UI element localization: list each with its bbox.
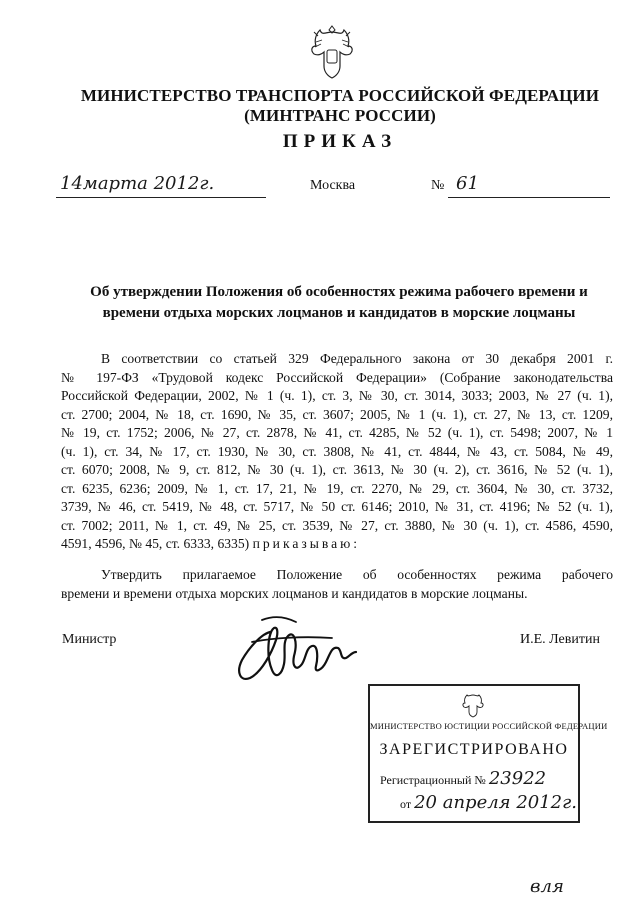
order-city: Москва	[310, 178, 356, 193]
body-line: № 19, ст. 1752; 2006, № 27, ст. 2878, № 41, ст. 4285, № 52 (ч. 1), ст. 5498; 2007, № 1	[61, 425, 613, 440]
document-title	[66, 282, 612, 324]
order-date: 14марта 2012г.	[60, 173, 215, 194]
handwritten-signature	[232, 612, 362, 692]
handwritten-initials: вля	[530, 876, 564, 897]
order-title: ПРИКАЗ	[282, 131, 398, 152]
body-line	[61, 535, 613, 554]
body-line: Российской Федерации, 2002, № 1 (ч. 1), ст. 3, № 30, ст. 3014, 3033; 2003, № 27 (ч. 1),	[61, 388, 613, 403]
ministry-short-name: (МИНТРАНС РОССИИ)	[244, 106, 436, 125]
ministry-name: МИНИСТЕРСТВО ТРАНСПОРТА РОССИЙСКОЙ ФЕДЕРАЦИИ	[80, 86, 600, 105]
body-line: ст. 6235, 6236; 2009, № 1, ст. 17, 21, № 19, ст. 2270, № 29, ст. 3604, № 30, ст. 3732,	[61, 480, 613, 496]
body-line: В соответствии со статьей 329 Федерального закона от 30 декабря 2001 г.	[101, 351, 613, 366]
ministry-header	[60, 86, 620, 126]
resolution-paragraph	[61, 566, 613, 603]
minister-title: Министр	[62, 632, 117, 647]
preamble-paragraph	[61, 350, 613, 554]
document-title-line: Об утверждении Положения об особенностях режима рабочего времени и	[90, 284, 588, 300]
stamp-date-value: 20 апреля 2012г.	[414, 792, 577, 813]
resolution-line: Утвердить прилагаемое Положение об особенностях режима рабочего	[101, 567, 613, 582]
body-line: 3739, № 46, ст. 5419, № 48, ст. 5717, № 50 ст. 6146; 2010, № 31, ст. 4196; № 52 (ч. 1),	[61, 499, 613, 514]
order-date-field	[56, 173, 266, 198]
coat-of-arms-icon	[306, 20, 358, 80]
stamp-registration-value: 23922	[488, 768, 547, 789]
registration-stamp	[368, 684, 608, 823]
decree-word: приказываю:	[252, 536, 361, 551]
resolution-line: времени и времени отдыха морских лоцманов и кандидатов в морские лоцманы.	[61, 585, 528, 601]
body-line: ст. 2700; 2004, № 18, ст. 1690, № 35, ст. 3607; 2005, № 1 (ч. 1), ст. 27, № 13, ст. 1209,	[61, 406, 613, 422]
order-number-field	[448, 173, 610, 198]
stamp-registration-label: Регистрационный №	[380, 773, 486, 787]
body-line: № 197-ФЗ «Трудовой кодекс Российской Федерации» (Собрание законодательства	[61, 369, 613, 385]
stamp-date	[400, 792, 577, 813]
body-line-text: 4591, 4596, № 45, ст. 6333, 6335)	[61, 536, 250, 551]
document-title-line: времени отдыха морских лоцманов и кандидатов в морские лоцманы	[102, 305, 576, 321]
order-number-label: №	[431, 178, 445, 193]
stamp-date-prefix: от	[400, 797, 412, 811]
minister-name: И.Е. Левитин	[520, 632, 600, 647]
stamp-ministry-name: МИНИСТЕРСТВО ЮСТИЦИИ РОССИЙСКОЙ ФЕДЕРАЦИИ	[370, 721, 608, 731]
body-line: ст. 6070; 2008, № 9, ст. 812, № 30 (ч. 1), ст. 3613, № 30 (ч. 2), ст. 3616, № 52 (ч. 1),	[61, 462, 613, 477]
order-number: 61	[456, 173, 479, 194]
stamp-registration-number	[380, 768, 546, 789]
body-line: ст. 7002; 2011, № 1, ст. 49, № 25, ст. 3539, № 27, ст. 3880, № 30 (ч. 1), ст. 4586, 4590,	[61, 517, 613, 533]
stamp-registered-label: ЗАРЕГИСТРИРОВАНО	[379, 741, 569, 758]
stamp-emblem-icon	[460, 692, 486, 718]
body-line: (ч. 1), ст. 34, № 17, ст. 1930, № 30, ст. 3808, № 41, ст. 4844, № 43, ст. 5084, № 49,	[61, 443, 613, 459]
